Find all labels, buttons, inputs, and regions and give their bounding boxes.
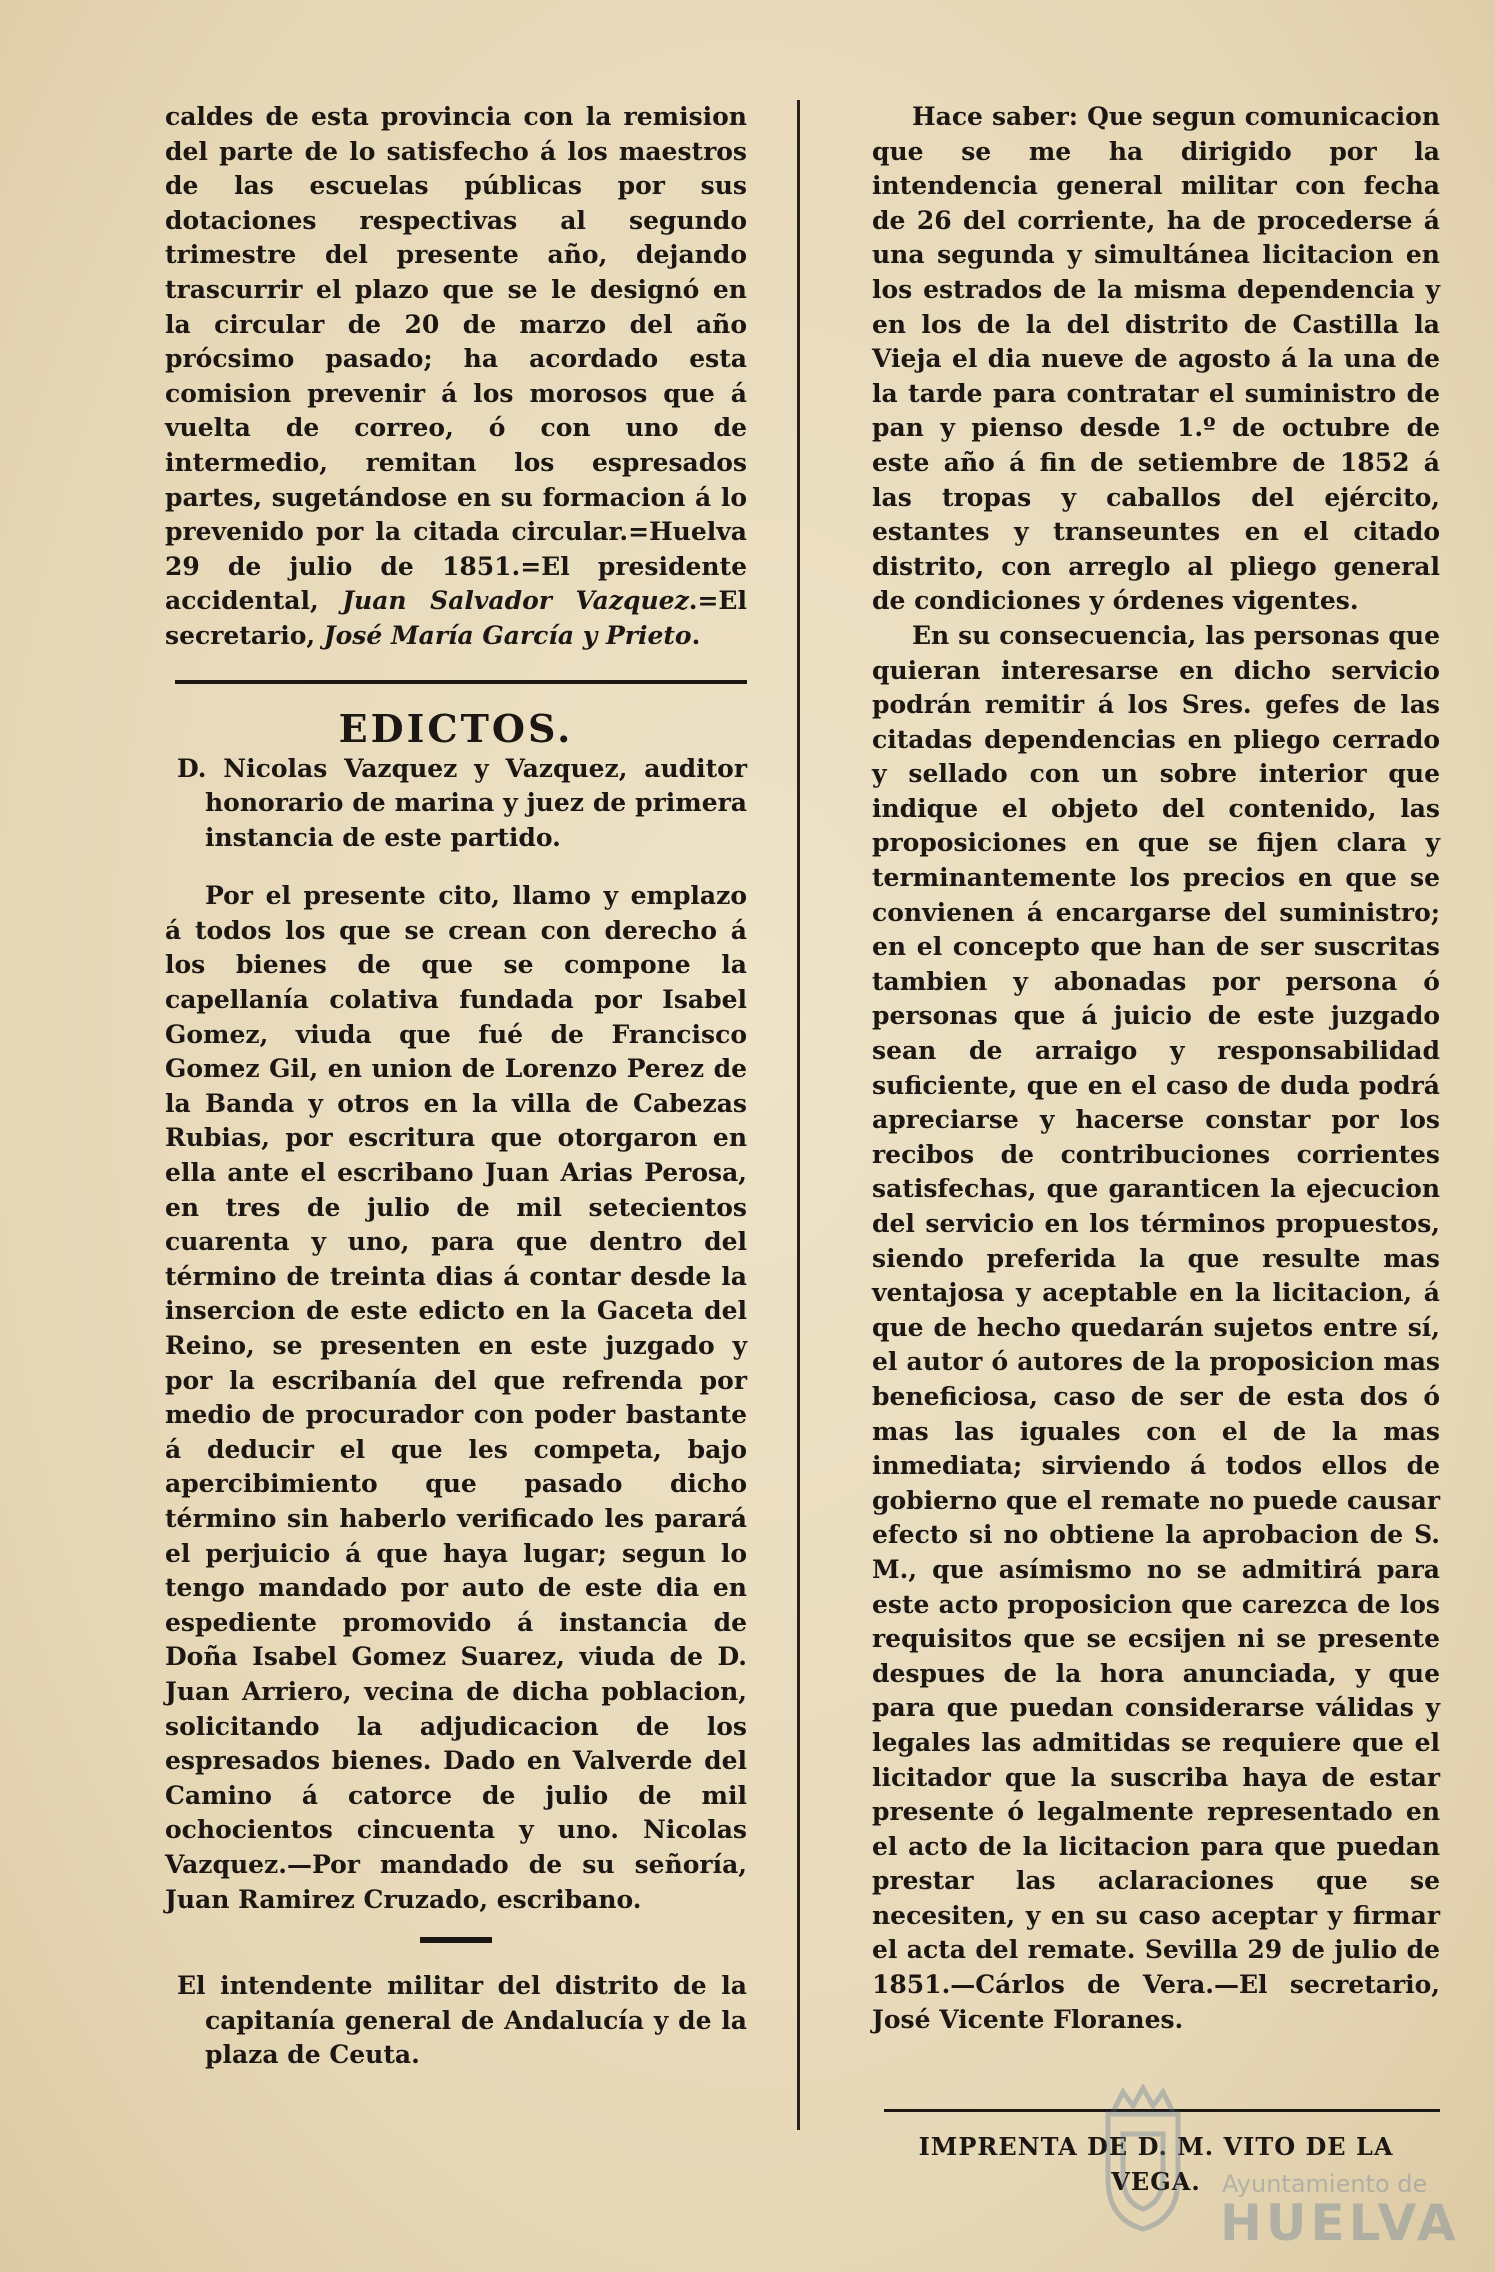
intendente-header: El intendente militar del distrito de la capitanía general de Andalucía y de la plaza de Ceuta.	[177, 1971, 747, 2070]
notice-paragraph-2: En su consecuencia, las personas que quieran interesarse en dicho servicio podrán remitir á los Sres. gefes de las citadas dependencias en pliego cerrado y sellado con un sobre interior que indique el objeto del contenido, las proposiciones en que se fijen clara y terminantemente los precios en que se convienen á encargarse del suministro; en el concepto que han de ser suscritas tambien y abonadas por persona ó personas que á juicio de este juzgado sean de arraigo y responsabilidad suficiente, que en el caso de duda podrá apreciarse y hacerse constar por los recibos de contribuciones corrientes satisfechas, que garanticen la ejecucion del servicio en los términos propuestos, siendo preferida la que resulte mas ventajosa y aceptable en la licitacion, á que de hecho quedarán sujetos entre sí, el autor ó autores de la proposicion mas beneficiosa, caso de ser de esta dos ó mas las iguales con el de la mas inmediata; sirviendo á todos ellos de gobierno que el remate no puede causar efecto si no obtiene la aprobacion de S. M., que asímismo no se admitirá para este acto proposicion que carezca de los requisitos que se ecsijen ni se presente despues de la hora anunciada, y que para que puedan considerarse válidas y legales las admitidas se requiere que el licitador que la suscriba haya de estar presente ó legalmente representado en el acto de la licitacion para que puedan prestar las aclaraciones que se necesiten, y en su caso aceptar y firmar el acta del remate. Sevilla 29 de julio de 1851.—Cárlos de Vera.—El secretario, José Vicente Floranes.	[872, 620, 1440, 2034]
notice-paragraph-1: Hace saber: Que segun comunicacion que se me ha dirigido por la intendencia general militar con fecha de 26 del corriente, ha de procederse á una segunda y simultánea licitacion en los estrados de la misma dependencia y en los de la del distrito de Castilla la Vieja el dia nueve de agosto á la una de la tarde para contratar el suministro de pan y pienso desde 1.º de octubre de este año á fin de setiembre de 1852 á las tropas y caballos del ejército, estantes y transeuntes en el citado distrito, con arreglo al pliego general de condiciones y órdenes vigentes.	[872, 102, 1440, 616]
section-divider	[175, 680, 747, 684]
end-period: .	[691, 620, 701, 650]
right-column	[872, 100, 1440, 2199]
coat-of-arms-icon	[1088, 2084, 1198, 2234]
edict-header: D. Nicolas Vazquez y Vazquez, auditor honorario de marina y juez de primera instancia de este partido.	[177, 753, 747, 852]
left-column	[165, 100, 747, 2097]
secretary-label: .=El secretario,	[165, 586, 747, 650]
watermark	[1072, 2070, 1472, 2250]
watermark-line1: Ayuntamiento de	[1222, 2170, 1428, 2198]
column-divider	[797, 100, 800, 2130]
intro-paragraph	[165, 100, 747, 654]
president-name: Juan Salvador Vazquez	[342, 586, 689, 616]
imprint: IMPRENTA DE D. M. VITO DE LA VEGA.	[918, 2132, 1394, 2196]
ornament-divider	[420, 1937, 492, 1943]
section-heading: EDICTOS.	[338, 705, 574, 751]
secretary-name: José María García y Prieto	[323, 620, 692, 650]
edict-body: Por el presente cito, llamo y emplazo á todos los que se crean con derecho á los bienes de que se compone la capellanía colativa fundada por Isabel Gomez, viuda que fué de Francisco Gomez Gil, en union de Lorenzo Perez de la Banda y otros en la villa de Cabezas Rubias, por escritura que otorgaron en ella ante el escribano Juan Arias Perosa, en tres de julio de mil setecientos cuarenta y uno, para que dentro del término de treinta dias á contar desde la insercion de este edicto en la Gaceta del Reino, se presenten en este juzgado y por la escribanía del que refrenda por medio de procurador con poder bastante á deducir el que les competa, bajo apercibimiento que pasado dicho término sin haberlo verificado les parará el perjuicio á que haya lugar; segun lo tengo mandado por auto de este dia en espediente promovido á instancia de Doña Isabel Gomez Suarez, viuda de D. Juan Arriero, vecina de dicha poblacion, solicitando la adjudicacion de los espresados bienes. Dado en Valverde del Camino á catorce de julio de mil ochocientos cincuenta y uno. Nicolas Vazquez.—Por mandado de su señoría, Juan Ramirez Cruzado, escribano.	[165, 881, 747, 1914]
intro-text: caldes de esta provincia con la remision del parte de lo satisfecho á los maestros de las escuelas públicas por sus dotaciones respectivas al segundo trimestre del presente año, dejando trascurrir el plazo que se le designó en la circular de 20 de marzo del año prócsimo pasado; ha acordado esta comision prevenir á los morosos que á vuelta de correo, ó con uno de intermedio, remitan los espresados partes, sugetándose en su formacion á lo prevenido por la citada circular.=Huelva 29 de julio de 1851.=El presidente accidental,	[165, 102, 747, 616]
watermark-line2: HUELVA	[1220, 2194, 1460, 2252]
